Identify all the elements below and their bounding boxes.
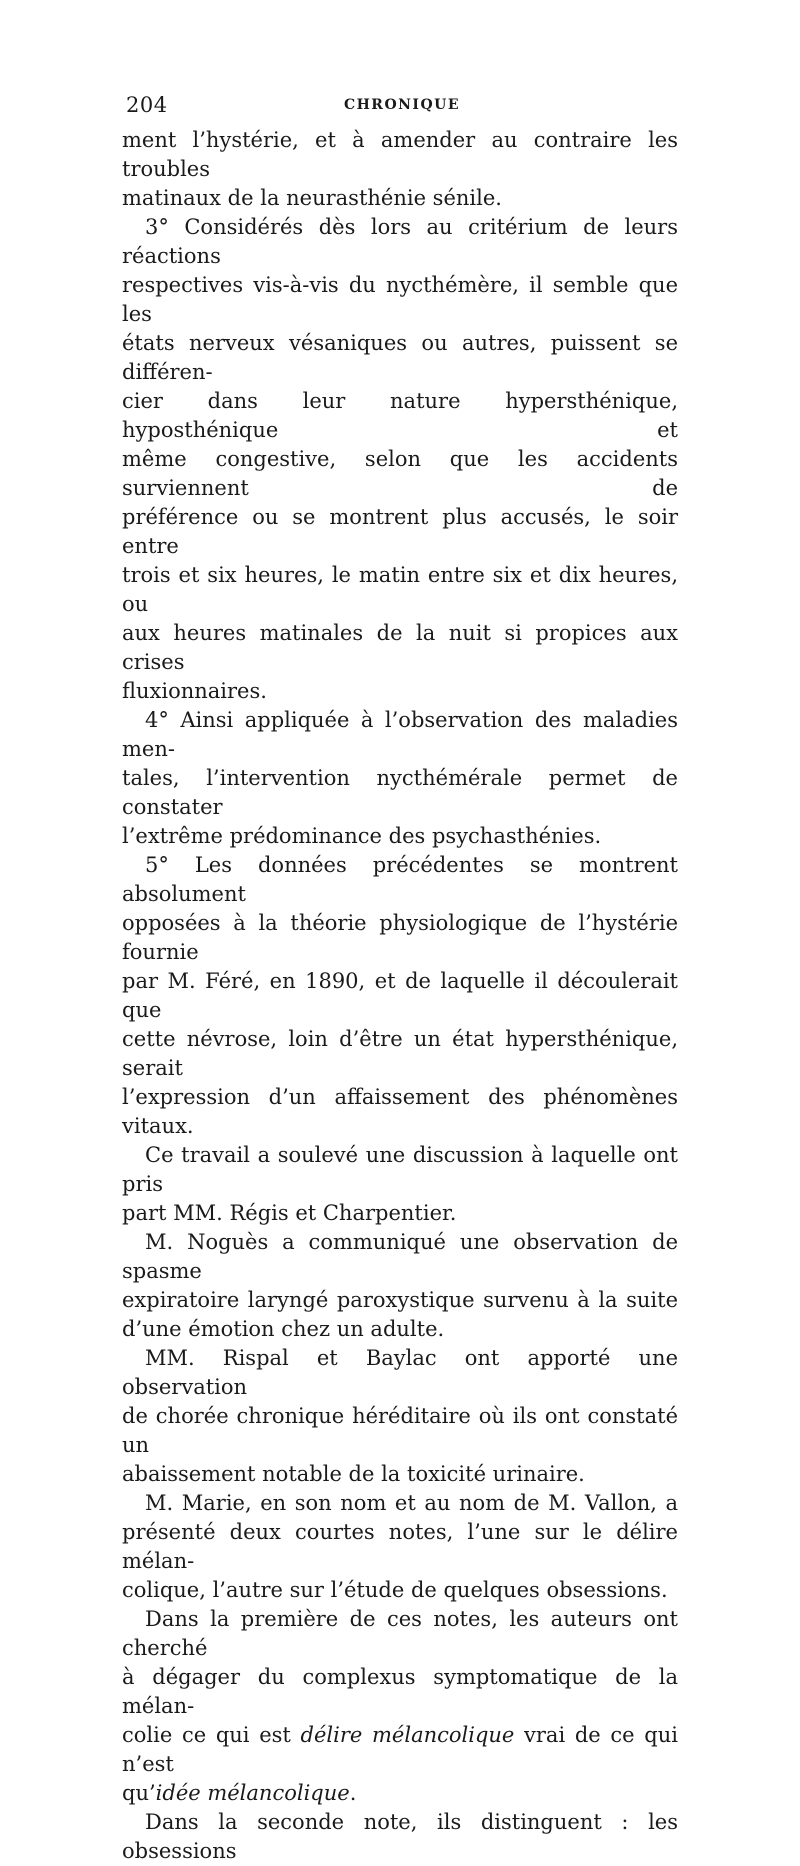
page-number: 204 bbox=[126, 93, 168, 117]
text-line: 5° Les données précédentes se montrent absolument bbox=[122, 853, 678, 906]
text-line: l’expression d’un affaissement des phénomènes vitaux. bbox=[122, 1085, 678, 1138]
paragraph bbox=[122, 1808, 678, 1866]
text-line: de chorée chronique héréditaire où ils ont constaté un bbox=[122, 1404, 678, 1457]
text-line: tales, l’intervention nycthémérale permet de constater bbox=[122, 766, 678, 819]
text-line: colique, l’autre sur l’étude de quelques obsessions. bbox=[122, 1578, 668, 1602]
body-text bbox=[122, 126, 678, 1866]
text-line: matinaux de la neurasthénie sénile. bbox=[122, 186, 502, 210]
paragraph bbox=[122, 126, 678, 213]
running-head bbox=[124, 93, 680, 121]
text-line: à dégager du complexus symptomatique de la mélan- bbox=[122, 1665, 678, 1718]
text-line: même congestive, selon que les accidents surviennent de bbox=[122, 447, 678, 500]
text-line: l’extrême prédominance des psychasthénies. bbox=[122, 824, 602, 848]
text-line: Ce travail a soulevé une discussion à laquelle ont pris bbox=[122, 1143, 678, 1196]
text-line: préférence ou se montrent plus accusés, le soir entre bbox=[122, 505, 678, 558]
text-line: d’une émotion chez un adulte. bbox=[122, 1317, 445, 1341]
text-line: Dans la première de ces notes, les auteurs ont cherché bbox=[122, 1607, 678, 1660]
text-line: MM. Rispal et Baylac ont apporté une observation bbox=[122, 1346, 678, 1399]
text-line: part MM. Régis et Charpentier. bbox=[122, 1201, 457, 1225]
text-line: 3° Considérés dès lors au critérium de leurs réactions bbox=[122, 215, 678, 268]
running-head-title: CHRONIQUE bbox=[343, 97, 461, 113]
text-line: par M. Féré, en 1890, et de laquelle il découlerait que bbox=[122, 969, 678, 1022]
text-run: . bbox=[349, 1781, 357, 1805]
italic-term: délire mélancolique bbox=[300, 1723, 515, 1747]
text-run: qu’ bbox=[122, 1781, 156, 1805]
paragraph bbox=[122, 1489, 678, 1605]
text-line: cier dans leur nature hypersthénique, hyposthénique et bbox=[122, 389, 678, 442]
italic-term: idée mélancolique bbox=[155, 1781, 350, 1805]
text-line-mixed bbox=[122, 1721, 678, 1779]
text-line: fluxionnaires. bbox=[122, 679, 267, 703]
text-line: états nerveux vésaniques ou autres, puissent se différen- bbox=[122, 331, 678, 384]
text-line: expiratoire laryngé paroxystique survenu à la suite bbox=[122, 1288, 678, 1312]
text-line: cette névrose, loin d’être un état hypersthénique, serait bbox=[122, 1027, 678, 1080]
text-line: abaissement notable de la toxicité urinaire. bbox=[122, 1462, 585, 1486]
text-line: ment l’hystérie, et à amender au contraire les troubles bbox=[122, 128, 678, 181]
paragraph bbox=[122, 1141, 678, 1228]
text-line: trois et six heures, le matin entre six et dix heures, ou bbox=[122, 563, 678, 616]
text-line-mixed bbox=[122, 1779, 678, 1808]
text-line: M. Noguès a communiqué une observation de spasme bbox=[122, 1230, 678, 1283]
paragraph bbox=[122, 706, 678, 851]
text-line: 4° Ainsi appliquée à l’observation des maladies men- bbox=[122, 708, 678, 761]
text-line: M. Marie, en son nom et au nom de M. Vallon, a bbox=[145, 1491, 678, 1515]
text-run: vrai de ce qui n’est bbox=[122, 1723, 678, 1776]
paragraph bbox=[122, 851, 678, 1141]
text-line: aux heures matinales de la nuit si propices aux crises bbox=[122, 621, 678, 674]
text-line: opposées à la théorie physiologique de l’hystérie fournie bbox=[122, 911, 678, 964]
text-line: respectives vis-à-vis du nycthémère, il semble que les bbox=[122, 273, 678, 326]
paragraph bbox=[122, 1228, 678, 1344]
paragraph bbox=[122, 1605, 678, 1808]
text-line: présenté deux courtes notes, l’une sur le délire mélan- bbox=[122, 1520, 678, 1573]
text-line: Dans la seconde note, ils distinguent : les obsessions bbox=[122, 1810, 678, 1863]
paragraph bbox=[122, 1344, 678, 1489]
text-run: colie ce qui est bbox=[122, 1723, 301, 1747]
paragraph bbox=[122, 213, 678, 706]
